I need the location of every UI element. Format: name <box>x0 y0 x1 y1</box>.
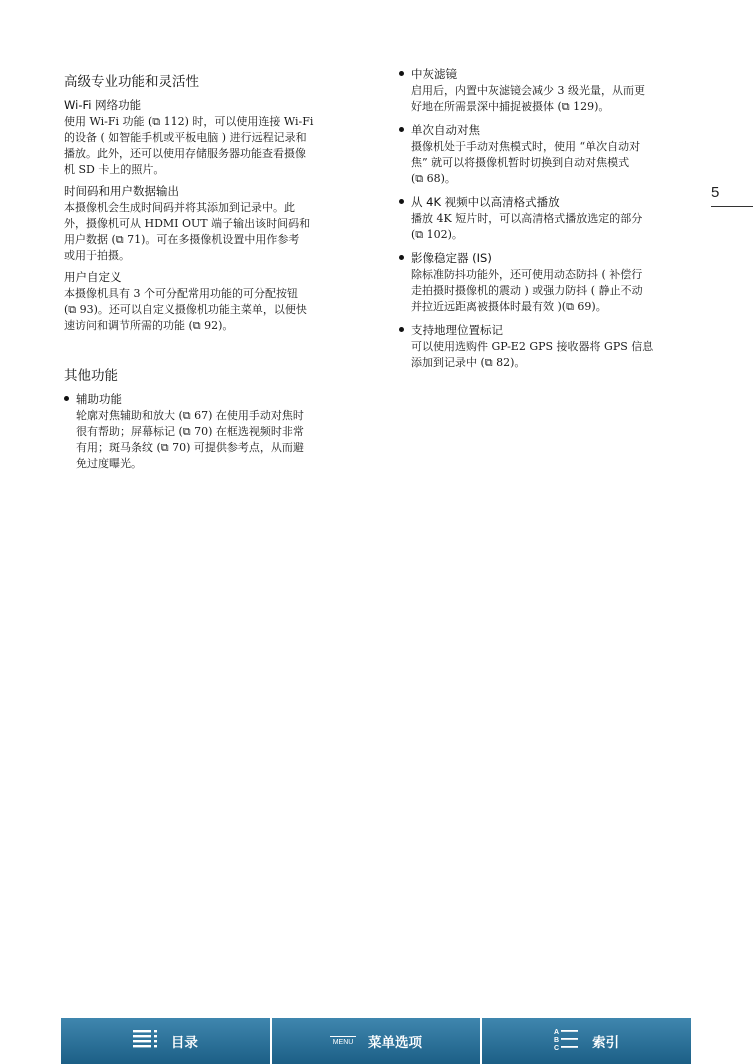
index-label: 索引 <box>592 1035 620 1051</box>
svg-text:B: B <box>554 1037 560 1044</box>
index-abc-icon <box>554 1027 580 1055</box>
bullet-title: 从 4K 视频中以高清格式播放 <box>411 195 560 209</box>
bullet-one-shot-af <box>399 122 695 187</box>
bullet-body: 轮廓对焦辅助和放大 (⧉ 67) 在使用手动对焦时 很有帮助；屏幕标记 (⧉ 70) 在框选视频时非常 有用；斑马条纹 (⧉ 70) 可提供参考点，从而避 免过度曝光。 <box>76 409 304 470</box>
page-number: 5 <box>711 184 720 201</box>
svg-text:A: A <box>554 1029 560 1036</box>
page-number-rule <box>711 206 753 207</box>
right-column <box>399 66 695 378</box>
toc-list-icon <box>133 1029 159 1053</box>
subsection-body-custom: 本摄像机具有 3 个可分配常用功能的可分配按钮 (⧉ 93)。还可以自定义摄像机功能主菜单，以便快 速访问和调节所需的功能 (⧉ 92)。 <box>64 287 307 332</box>
bullet-body: 播放 4K 短片时，可以高清格式播放选定的部分 (⧉ 102)。 <box>411 212 643 241</box>
menu-icon <box>330 1036 356 1046</box>
bullet-title: 辅助功能 <box>76 392 122 406</box>
bullet-dot-icon <box>399 199 404 204</box>
subsection-title-custom: 用户自定义 <box>64 270 122 284</box>
menu-options-button[interactable] <box>272 1018 483 1064</box>
svg-text:C: C <box>554 1045 560 1051</box>
bullet-title: 影像稳定器 (IS) <box>411 251 492 265</box>
subsection-title-wifi: Wi-Fi 网络功能 <box>64 98 142 112</box>
bullet-title: 支持地理位置标记 <box>411 323 503 337</box>
bullet-body: 摄像机处于手动对焦模式时，使用 “单次自动对 焦” 就可以将摄像机暂时切换到自动对焦模式 (⧉ 68)。 <box>411 140 641 185</box>
bullet-4k-hd-playback <box>399 194 695 243</box>
bullet-dot-icon <box>399 255 404 260</box>
bullet-geotagging <box>399 322 695 371</box>
bottom-nav-bar <box>61 1018 691 1064</box>
subsection-title-timecode: 时间码和用户数据输出 <box>64 184 179 198</box>
section-title-other: 其他功能 <box>64 368 118 384</box>
index-button[interactable] <box>482 1018 691 1064</box>
bullet-body: 可以使用选购件 GP-E2 GPS 接收器将 GPS 信息 添加到记录中 (⧉ 82)。 <box>411 340 654 369</box>
bullet-dot-icon <box>399 327 404 332</box>
subsection-body-wifi: 使用 Wi-Fi 功能 (⧉ 112) 时，可以使用连接 Wi-Fi 的设备 ( 如智能手机或平板电脑 ) 进行远程记录和 播放。此外，还可以使用存储服务器功能查看摄像 机 SD 卡上的照片。 <box>64 115 314 176</box>
bullet-dot-icon <box>64 396 69 401</box>
section-title-advanced: 高级专业功能和灵活性 <box>64 74 199 90</box>
bullet-title: 单次自动对焦 <box>411 123 480 137</box>
bullet-image-stabilizer <box>399 250 695 315</box>
toc-button[interactable] <box>61 1018 272 1064</box>
bullet-dot-icon <box>399 71 404 76</box>
bullet-title: 中灰滤镜 <box>411 67 457 81</box>
bullet-nd-filter <box>399 66 695 115</box>
subsection-body-timecode: 本摄像机会生成时间码并将其添加到记录中。此 外，摄像机可从 HDMI OUT 端子输出该时间码和 用户数据 (⧉ 71)。可在多摄像机设置中用作参考 或用于拍摄。 <box>64 201 311 262</box>
bullet-body: 启用后，内置中灰滤镜会减少 3 级光量，从而更 好地在所需景深中捕捉被摄体 (⧉ 129)。 <box>411 84 645 113</box>
toc-label: 目录 <box>170 1035 198 1051</box>
bullet-body: 除标准防抖功能外，还可使用动态防抖 ( 补偿行 走拍摄时摄像机的震动 ) 或强力防抖 ( 静止不动 并拉近远距离被摄体时最有效 )(⧉ 69)。 <box>411 268 643 313</box>
bullet-dot-icon <box>399 127 404 132</box>
left-column <box>64 66 360 479</box>
menu-icon-bar <box>330 1036 356 1037</box>
menu-options-label: 菜单选项 <box>368 1035 422 1051</box>
menu-icon-text: MENU <box>332 1039 354 1046</box>
bullet-assist <box>64 391 360 472</box>
